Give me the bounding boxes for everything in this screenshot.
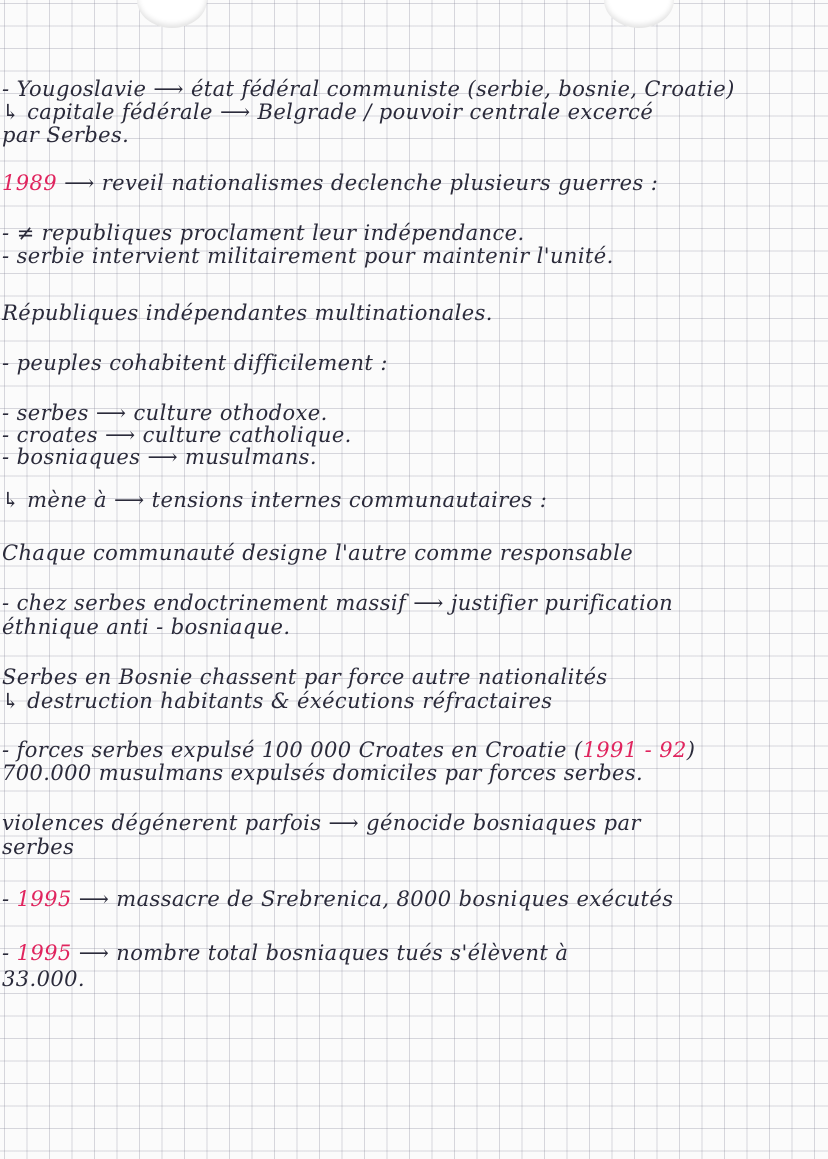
note-line-l18: - forces serbes expulsé 100 000 Croates en Croatie (1991 - 92) — [2, 738, 696, 762]
note-line-l10: - croates ⟶ culture catholique. — [2, 423, 352, 447]
note-line-l23: - 1995 ⟶ nombre total bosniaques tués s'élèvent à — [2, 941, 569, 965]
note-line-l3: par Serbes. — [2, 123, 130, 147]
date-highlight: 1995 — [16, 887, 72, 911]
note-line-l16: Serbes en Bosnie chassent par force autre nationalités — [2, 665, 608, 689]
note-line-l20: violences dégénerent parfois ⟶ génocide bosniaques par — [2, 811, 641, 835]
note-line-l11: - bosniaques ⟶ musulmans. — [2, 445, 317, 469]
note-line-l8: - peuples cohabitent difficilement : — [2, 351, 388, 375]
note-line-l17: ↳ destruction habitants & éxécutions réfractaires — [2, 689, 553, 713]
note-line-l13: Chaque communauté designe l'autre comme responsable — [2, 541, 634, 565]
note-line-l24: 33.000. — [2, 967, 85, 991]
note-line-l14: - chez serbes endoctrinement massif ⟶ justifier purification — [2, 591, 674, 615]
date-highlight: 1995 — [16, 941, 72, 965]
note-line-l7: Républiques indépendantes multinationales. — [2, 301, 493, 325]
note-line-l22: - 1995 ⟶ massacre de Srebrenica, 8000 bosniques exécutés — [2, 887, 674, 911]
note-line-l2: ↳ capitale fédérale ⟶ Belgrade / pouvoir centrale excercé — [2, 100, 654, 124]
note-line-l4: 1989 ⟶ reveil nationalismes declenche plusieurs guerres : — [2, 171, 659, 195]
note-line-l6: - serbie intervient militairement pour maintenir l'unité. — [2, 244, 614, 268]
date-highlight: 1989 — [2, 171, 58, 195]
note-line-l5: - ≠ republiques proclament leur indépendance. — [2, 221, 525, 245]
date-highlight: 1991 - 92 — [582, 738, 687, 762]
note-line-l15: éthnique anti - bosniaque. — [2, 615, 291, 639]
note-line-l21: serbes — [2, 835, 75, 859]
note-line-l19: 700.000 musulmans expulsés domiciles par forces serbes. — [2, 761, 644, 785]
note-line-l12: ↳ mène à ⟶ tensions internes communautaires : — [2, 488, 548, 512]
note-line-l1: - Yougoslavie ⟶ état fédéral communiste (serbie, bosnie, Croatie) — [2, 77, 735, 101]
note-line-l9: - serbes ⟶ culture othodoxe. — [2, 401, 328, 425]
binder-hole-left — [137, 0, 207, 28]
binder-hole-right — [604, 0, 674, 28]
